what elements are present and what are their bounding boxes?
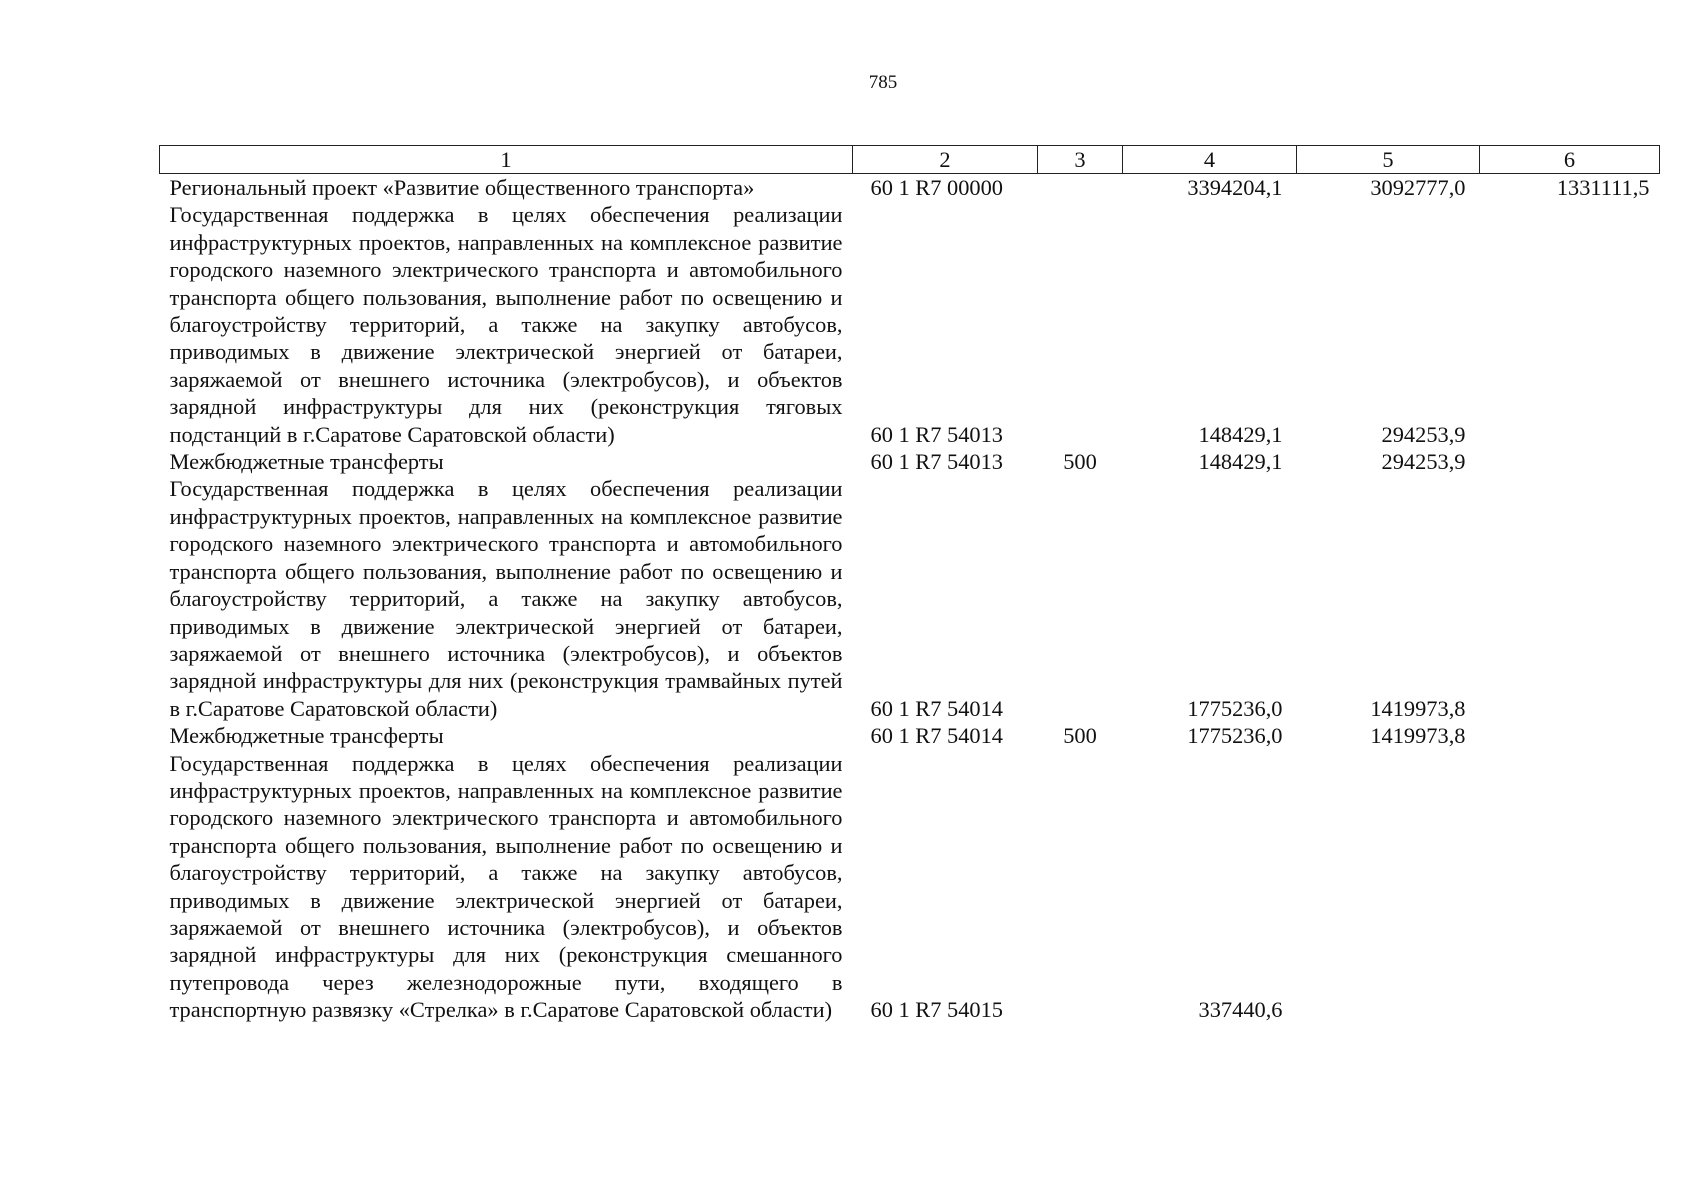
- row-code: 60 1 R7 54013: [870, 449, 1003, 475]
- column-header: 4: [1123, 146, 1297, 174]
- row-value-4: 148429,1: [1198, 449, 1283, 475]
- row-code: 60 1 R7 54015: [870, 997, 1003, 1023]
- table-row: [160, 174, 1660, 202]
- row-expense-type: 500: [1063, 723, 1097, 749]
- row-expense-type: [1038, 201, 1123, 448]
- row-value-4: 337440,6: [1198, 997, 1283, 1023]
- row-value-4: 148429,1: [1198, 421, 1283, 447]
- table-row: [160, 475, 1660, 722]
- row-value-6: [1480, 750, 1660, 1024]
- row-value-6: [1480, 448, 1660, 475]
- row-value-5: 1419973,8: [1370, 695, 1466, 721]
- row-expense-type: [1038, 475, 1123, 722]
- row-expense-type: 500: [1063, 449, 1097, 475]
- row-expense-type: [1038, 750, 1123, 1024]
- row-code: 60 1 R7 54013: [870, 421, 1003, 447]
- row-value-5: 294253,9: [1381, 449, 1466, 475]
- page-number: 785: [868, 72, 898, 93]
- column-header: 6: [1480, 146, 1660, 174]
- column-header: 1: [160, 146, 853, 174]
- row-value-4: 1775236,0: [1187, 723, 1283, 749]
- column-header: 5: [1297, 146, 1480, 174]
- column-header: 3: [1038, 146, 1123, 174]
- row-name: Государственная поддержка в целях обеспечения реализации инфраструктурных проектов, направленных на комплексное развитие городского наземного электрического транспорта и автомобильного транспорта общего пользования, выполнение работ по освещению и благоустройству территорий, а также на закупку автобусов, приводимых в движение электрической энергией от батареи, заряжаемой от внешнего источника (электробусов), и объектов зарядной инфраструктуры для них (реконструкция трамвайных путей в г.Саратове Саратовской области): [169, 476, 843, 721]
- row-value-4: 3394204,1: [1187, 175, 1283, 200]
- column-header: 2: [853, 146, 1038, 174]
- table-row: [160, 750, 1660, 1024]
- row-code: 60 1 R7 00000: [870, 175, 1003, 200]
- row-name: Региональный проект «Развитие общественного транспорта»: [169, 175, 755, 200]
- table-row: [160, 448, 1660, 475]
- row-value-6: [1480, 201, 1660, 448]
- row-value-6: [1480, 722, 1660, 749]
- row-value-4: 1775236,0: [1187, 695, 1283, 721]
- row-name: Государственная поддержка в целях обеспечения реализации инфраструктурных проектов, направленных на комплексное развитие городского наземного электрического транспорта и автомобильного транспорта общего пользования, выполнение работ по освещению и благоустройству территорий, а также на закупку автобусов, приводимых в движение электрической энергией от батареи, заряжаемой от внешнего источника (электробусов), и объектов зарядной инфраструктуры для них (реконструкция смешанного путепровода через железнодорожные пути, входящего в транспортную развязку «Стрелка» в г.Саратове Саратовской области): [169, 750, 843, 1023]
- row-code: 60 1 R7 54014: [870, 695, 1003, 721]
- row-code: 60 1 R7 54014: [870, 723, 1003, 749]
- row-value-5: [1297, 750, 1480, 1024]
- table-header-row: [160, 146, 1660, 174]
- row-value-6: 1331111,5: [1556, 175, 1650, 200]
- row-value-5: 294253,9: [1381, 421, 1466, 447]
- row-name: Государственная поддержка в целях обеспечения реализации инфраструктурных проектов, направленных на комплексное развитие городского наземного электрического транспорта и автомобильного транспорта общего пользования, выполнение работ по освещению и благоустройству территорий, а также на закупку автобусов, приводимых в движение электрической энергией от батареи, заряжаемой от внешнего источника (электробусов), и объектов зарядной инфраструктуры для них (реконструкция тяговых подстанций в г.Саратове Саратовской области): [169, 202, 843, 447]
- budget-table: [159, 145, 1660, 1024]
- row-expense-type: [1038, 174, 1123, 202]
- table-row: [160, 722, 1660, 749]
- row-value-5: 3092777,0: [1370, 175, 1466, 200]
- row-value-6: [1480, 475, 1660, 722]
- row-name: Межбюджетные трансферты: [169, 449, 444, 475]
- row-name: Межбюджетные трансферты: [169, 723, 444, 749]
- row-value-5: 1419973,8: [1370, 723, 1466, 749]
- table-row: [160, 201, 1660, 448]
